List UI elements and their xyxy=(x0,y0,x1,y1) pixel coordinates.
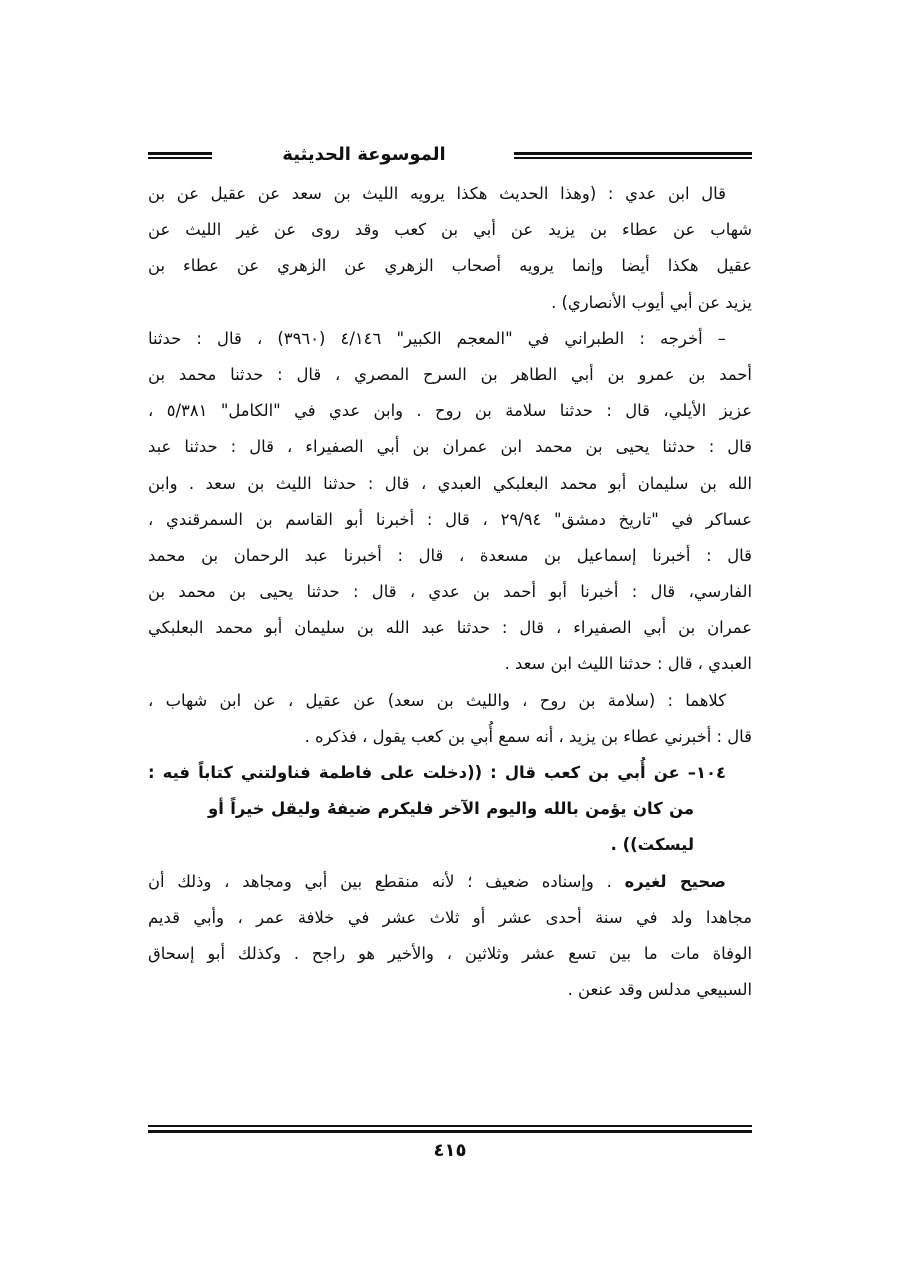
text-line: قال ابن عدي : (وهذا الحديث هكذا يرويه الليث بن سعد عن عقيل عن بن xyxy=(148,184,726,203)
running-header xyxy=(148,141,752,171)
page-number: ٤١٥ xyxy=(433,1140,467,1161)
text-line: – أخرجه : الطبراني في "المعجم الكبير" ٤/١٤٦ (٣٩٦٠) ، قال : حدثنا xyxy=(148,328,726,348)
hadith-line: من كان يؤمن بالله واليوم الآخر فليكرم ضيفهُ وليقل خيراً أو xyxy=(208,799,694,819)
hadith-line: ليسكت)) . xyxy=(610,835,694,855)
header-rule-right xyxy=(514,152,752,159)
text-line xyxy=(148,864,752,900)
text-line: عزيز الأيلي، قال : حدثنا سلامة بن روح . وابن عدي في "الكامل" ٥/٣٨١ ، xyxy=(148,401,752,421)
text-line: أحمد بن عمرو بن أبي الطاهر بن السرح المصري ، قال : حدثنا محمد بن xyxy=(148,364,752,384)
page-body xyxy=(148,176,752,1008)
text-line: يزيد عن أبي أيوب الأنصاري) . xyxy=(551,292,752,312)
text-line: الوفاة مات ما بين تسع عشر وثلاثين ، والأخير هو راجح . وكذلك أبو إسحاق xyxy=(148,943,752,963)
text-line: الفارسي، قال : أخبرنا أبو أحمد بن عدي ، قال : حدثنا يحيى بن محمد بن xyxy=(148,582,752,602)
text-line: قال : أخبرني عطاء بن يزيد ، أنه سمع أُبي بن كعب يقول ، فذكره . xyxy=(304,726,752,746)
text-line: السبيعي مدلس وقد عنعن . xyxy=(567,980,752,1000)
text-line: عقيل هكذا أيضا وإنما يرويه أصحاب الزهري عن الزهري عن عطاء بن xyxy=(148,256,752,276)
footer-rule xyxy=(148,1125,752,1133)
text-line: العبدي ، قال : حدثنا الليث ابن سعد . xyxy=(504,654,752,674)
header-rule-left xyxy=(148,152,212,159)
text-line: كلاهما : (سلامة بن روح ، والليث بن سعد) عن عقيل ، عن ابن شهاب ، xyxy=(148,690,726,710)
text-line: قال : أخبرنا إسماعيل بن مسعدة ، قال : أخبرنا عبد الرحمان بن محمد xyxy=(148,545,752,565)
text-line: عساكر في "تاريخ دمشق" ٢٩/٩٤ ، قال : أخبرنا أبو القاسم بن السمرقندي ، xyxy=(148,509,752,529)
text-span: . وإسناده ضعيف ؛ لأنه منقطع بين أبي ومجاهد ، وذلك أن xyxy=(148,871,625,891)
header-title: الموسوعة الحديثية xyxy=(282,144,446,165)
text-line: الله بن سليمان أبو محمد البعلبكي العبدي ، قال : حدثنا الليث بن سعد . وابن xyxy=(148,473,752,493)
text-line: قال : حدثنا يحيى بن محمد ابن عمران بن أبي الصفيراء ، قال : حدثنا عبد xyxy=(148,437,752,457)
text-line: عمران بن أبي الصفيراء ، قال : حدثنا عبد الله بن سليمان أبو محمد البعلبكي xyxy=(148,618,752,638)
hadith-line: ١٠٤– عن أُبي بن كعب قال : ((دخلت على فاطمة فناولتني كتاباً فيه : xyxy=(148,763,726,782)
text-line: شهاب عن عطاء بن يزيد عن أبي بن كعب وقد روى عن غير الليث عن xyxy=(148,220,752,240)
text-line: مجاهدا ولد في سنة أحدى عشر أو ثلاث عشر في خلافة عمر ، وأبي قديم xyxy=(148,907,752,927)
grading-label: صحيح لغيره xyxy=(624,871,726,891)
